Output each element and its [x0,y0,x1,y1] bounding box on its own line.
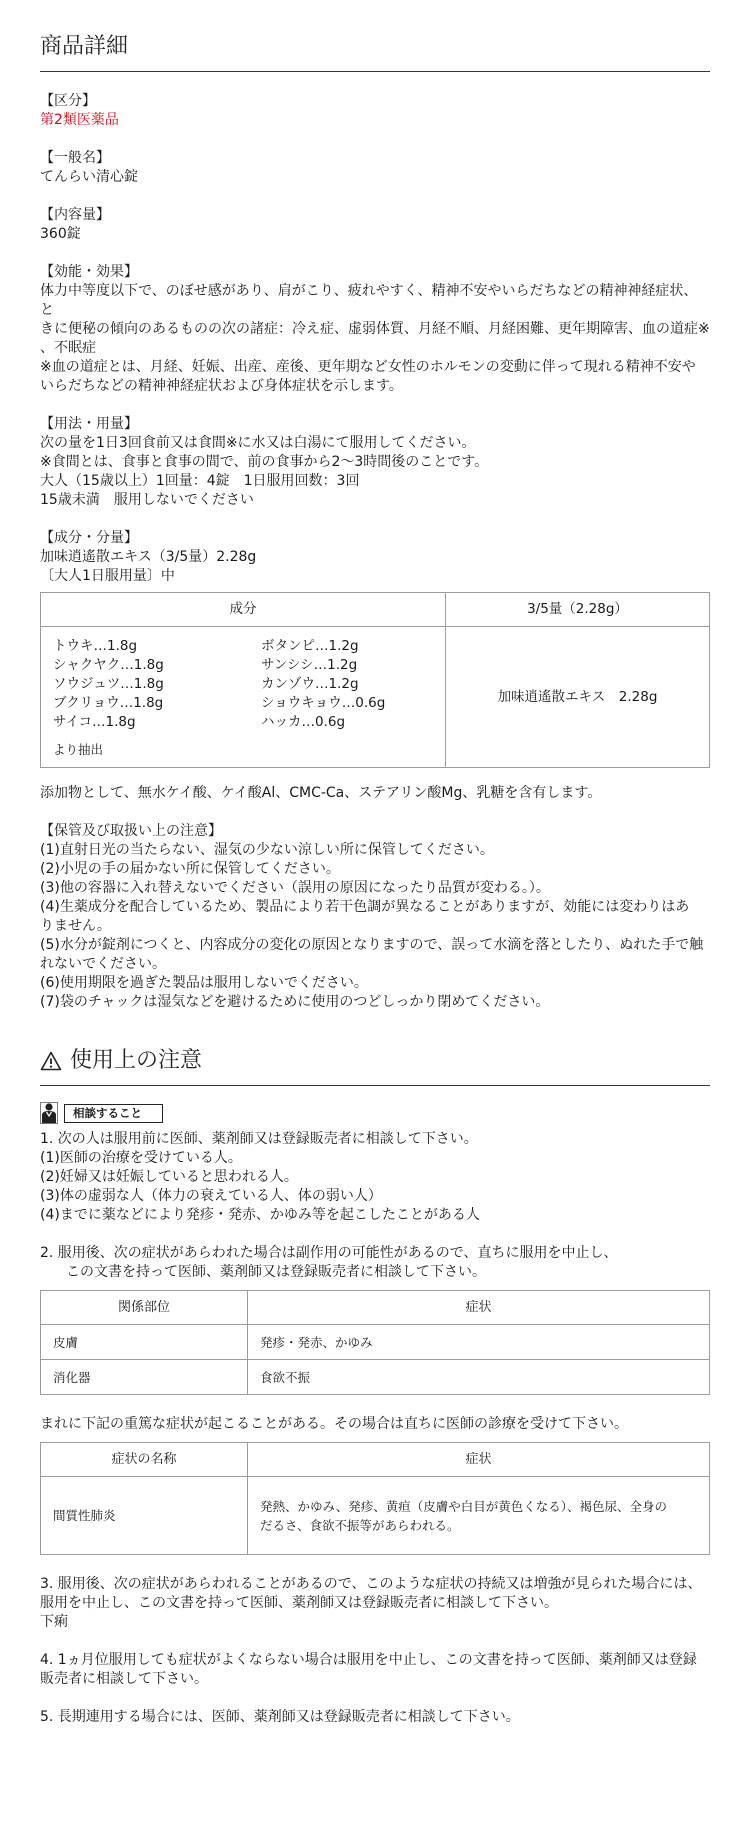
efficacy-label: 【効能・効果】 [40,264,138,280]
ingredient-item: カンゾウ…1.2g [261,676,359,692]
storage-line: (4)生薬成分を配合しているため、製品により若干色調が異なることがありますが、効能には変わりはあ [40,899,690,915]
side-effect-table [40,1290,710,1395]
severe-col-symptom: 症状 [248,1443,710,1477]
side-effect-col-part: 関係部位 [41,1291,248,1325]
content-block [40,206,710,244]
ingredient-item: ボタンピ…1.2g [261,638,359,654]
doctor-consult-icon [40,1102,58,1124]
rare-severe-note: まれに下記の重篤な症状が起こることがある。その場合は直ちに医師の診療を受けて下さい。 [40,1416,628,1432]
storage-line: (6)使用期限を過ぎた製品は服用しないでください。 [40,975,368,991]
efficacy-block [40,263,710,396]
severe-name: 間質性肺炎 [41,1477,248,1555]
general-name-label: 【一般名】 [40,150,110,166]
storage-line: りません。 [40,918,111,934]
dosage-line: 次の量を1日3回食前又は食間※に水又は白湯にて服用してください。 [40,435,476,451]
severe-symptom-table [40,1442,710,1555]
ingredient-item: サンシシ…1.2g [261,657,358,673]
efficacy-line: 体力中等度以下で、のぼせ感があり、肩がこり、疲れやすく、精神不安やいらだちなどの精神神経症状、と [40,283,698,318]
ingredient-item: ブクリョウ…1.8g [53,695,164,711]
content-value: 360錠 [40,226,81,242]
section-1-item: (2)妊婦又は妊娠していると思われる人。 [40,1169,298,1185]
dosage-line: ※食間とは、食事と食事の間で、前の食事から2〜3時間後のことです。 [40,454,489,470]
consult-tag: 相談すること [64,1104,163,1123]
efficacy-line: いらだちなどの精神神経症状および身体症状を示します。 [40,378,403,394]
precautions-title: 使用上の注意 [70,1048,203,1073]
severe-col-name: 症状の名称 [41,1443,248,1477]
ingredient-item: ショウキョウ…0.6g [261,695,386,711]
ingredients-block [40,529,710,586]
ingredient-item: ハッカ…0.6g [261,714,346,730]
storage-line: (5)水分が錠剤につくと、内容成分の変化の原因となりますので、誤って水滴を落としたり、ぬれた手で触 [40,937,704,953]
precaution-section-3 [40,1575,710,1632]
precaution-section-2 [40,1244,710,1282]
ingredients-amount-cell: 加味逍遙散エキス 2.28g [446,627,710,768]
table-row [41,1360,710,1395]
category-label: 【区分】 [40,93,96,109]
general-name-value: てんらい清心錠 [40,169,138,185]
ingredient-item: サイコ…1.8g [53,714,136,730]
precautions-heading [40,1046,710,1086]
consult-label-row [40,1102,710,1124]
precaution-section-1 [40,1130,710,1225]
storage-line: れないでください。 [40,956,166,972]
section-2-heading-line: この文書を持って医師、薬剤師又は登録販売者に相談して下さい。 [66,1264,486,1280]
category-block [40,92,710,130]
ingredient-item: ソウジュツ…1.8g [53,676,164,692]
storage-line: (7)袋のチャックは湿気などを避けるために使用のつどしっかり閉めてください。 [40,994,550,1010]
precaution-section-4 [40,1651,710,1689]
section-1-item: (4)までに薬などにより発疹・発赤、かゆみ等を起こしたことがある人 [40,1207,480,1223]
ingredients-header-right: 3/5量（2.28g） [446,593,710,627]
section-3-line: 服用を中止し、この文書を持って医師、薬剤師又は登録販売者に相談して下さい。 [40,1595,558,1611]
section-1-item: (1)医師の治療を受けている人。 [40,1150,242,1166]
dosage-line: 大人（15歳以上）1回量：4錠 1日服用回数：3回 [40,473,360,489]
dosage-block [40,415,710,510]
storage-block [40,822,710,1012]
efficacy-line: ※血の道症とは、月経、妊娠、出産、産後、更年期など女性のホルモンの変動に伴って現れる精神不安や [40,359,696,375]
ingredients-line: 加味逍遙散エキス（3/5量）2.28g [40,549,257,565]
section-4-line: 4. 1ヵ月位服用しても症状がよくならない場合は服用を中止し、この文書を持って医師、薬剤師又は登録 [40,1652,697,1668]
ingredient-item: トウキ…1.8g [53,638,138,654]
precaution-section-5: 5. 長期連用する場合には、医師、薬剤師又は登録販売者に相談して下さい。 [40,1709,520,1725]
table-row [41,1477,710,1555]
section-3-symptom: 下痢 [40,1614,68,1630]
dosage-line: 15歳未満 服用しないでください [40,492,254,508]
storage-line: (2)小児の手の届かない所に保管してください。 [40,861,340,877]
side-effect-part: 消化器 [41,1360,248,1395]
severe-symptom-line: 発熱、かゆみ、発疹、黄疸（皮膚や白目が黄色くなる）、褐色尿、全身の [260,1498,668,1514]
storage-label: 【保管及び取扱い上の注意】 [40,823,222,839]
section-2-heading-line: 2. 服用後、次の症状があらわれた場合は副作用の可能性があるので、直ちに服用を中止し、 [40,1245,618,1261]
ingredients-header-left: 成分 [41,593,446,627]
side-effect-part: 皮膚 [41,1325,248,1360]
side-effect-col-symptom: 症状 [248,1291,710,1325]
ingredients-table [40,592,710,768]
ingredient-item: シャクヤク…1.8g [53,657,164,673]
ingredients-label: 【成分・分量】 [40,530,138,546]
content-label: 【内容量】 [40,207,110,223]
storage-line: (1)直射日光の当たらない、湿気の少ない涼しい所に保管してください。 [40,842,494,858]
additives-text: 添加物として、無水ケイ酸、ケイ酸Al、CMC-Ca、ステアリン酸Mg、乳糖を含有します。 [40,785,602,801]
general-name-block [40,149,710,187]
severe-symptom-cell [248,1477,710,1555]
dosage-label: 【用法・用量】 [40,416,138,432]
table-row [41,1325,710,1360]
efficacy-line: 、不眠症 [40,340,96,356]
category-value: 第2類医薬品 [40,112,119,128]
section-1-item: (3)体の虚弱な人（体力の衰えている人、体の弱い人） [40,1188,382,1204]
ingredients-line: 〔大人1日服用量〕中 [40,568,175,584]
section-1-heading: 1. 次の人は服用前に医師、薬剤師又は登録販売者に相談して下さい。 [40,1131,478,1147]
section-4-line: 販売者に相談して下さい。 [40,1671,208,1687]
efficacy-line: きに便秘の傾向のあるものの次の諸症：冷え症、虚弱体質、月経不順、月経困難、更年期障害、血の道症※ [40,321,710,337]
product-detail-title: 商品詳細 [40,32,710,72]
side-effect-symptom: 発疹・発赤、かゆみ [248,1325,710,1360]
severe-symptom-line: だるさ、食欲不振等があらわれる。 [260,1517,460,1533]
side-effect-symptom: 食欲不振 [248,1360,710,1395]
section-3-line: 3. 服用後、次の症状があらわれることがあるので、このような症状の持続又は増強が見られた場合には、 [40,1576,702,1592]
storage-line: (3)他の容器に入れ替えないでください（誤用の原因になったり品質が変わる。）。 [40,880,550,896]
extract-note: より抽出 [53,742,104,757]
warning-triangle-icon [40,1051,62,1071]
ingredients-list-cell [41,627,446,768]
